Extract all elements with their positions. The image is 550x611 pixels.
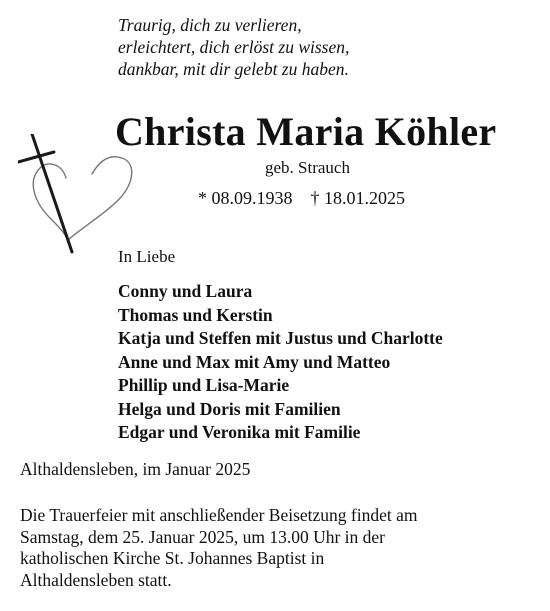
heart-outline xyxy=(33,157,132,240)
death-date: † 18.01.2025 xyxy=(310,188,405,208)
poem-line: erleichtert, dich erlöst zu wissen, xyxy=(118,37,350,57)
place-date: Althaldensleben, im Januar 2025 xyxy=(20,459,251,479)
birth-name: geb. Strauch xyxy=(265,158,350,177)
mourner-line: Phillip und Lisa-Marie xyxy=(118,375,290,395)
funeral-line: Die Trauerfeier mit anschließender Beisetzung findet am xyxy=(20,505,418,525)
mourner-line: Helga und Doris mit Familien xyxy=(118,398,341,419)
mourner-line: Thomas und Kerstin xyxy=(118,304,273,325)
funeral-info xyxy=(20,505,535,591)
life-dates xyxy=(198,186,405,210)
intro-text: In Liebe xyxy=(118,247,176,266)
poem-line: dankbar, mit dir gelebt zu haben. xyxy=(118,59,349,79)
poem-line: Traurig, dich zu verlieren, xyxy=(118,15,302,35)
funeral-line: katholischen Kirche St. Johannes Baptist in xyxy=(20,548,325,568)
mourner-line: Conny und Laura xyxy=(118,281,253,301)
funeral-line: Samstag, dem 25. Januar 2025, um 13.00 Uhr in der xyxy=(20,526,386,547)
poem xyxy=(118,14,538,80)
mourner-line: Edgar und Veronika mit Familie xyxy=(118,422,361,442)
mourner-line: Anne und Max mit Amy und Matteo xyxy=(118,351,391,372)
mourner-line: Katja und Steffen mit Justus und Charlotte xyxy=(118,328,443,348)
mourners-list xyxy=(118,280,538,445)
cross-horizontal xyxy=(18,152,54,162)
funeral-line: Althaldensleben statt. xyxy=(20,569,172,590)
deceased-name: Christa Maria Köhler xyxy=(115,109,497,154)
birth-date: * 08.09.1938 xyxy=(198,188,293,208)
